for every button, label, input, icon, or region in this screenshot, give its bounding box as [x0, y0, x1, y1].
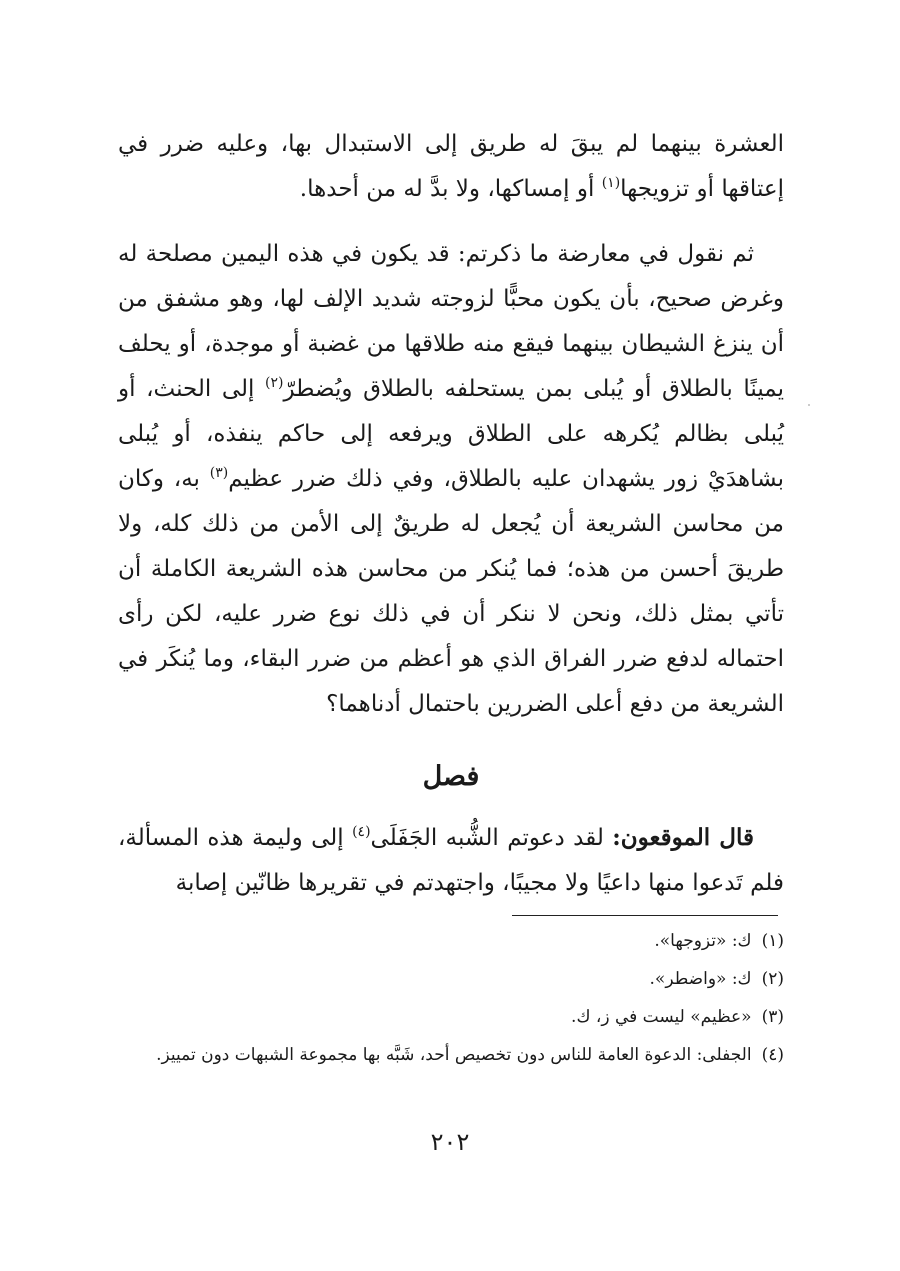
paragraph-2-text-c: به، وكان من محاسن الشريعة أن يُجعل له طريقٌ إلى الأمن من ذلك كله، ولا طريقَ أحسن من هذه؛ فما يُنكر من محاسن هذه الشريعة الكاملة أن تأتي بمثل ذلك، ونحن لا ننكر أن في ذلك نوع ضرر عليه، لكن رأى احتماله لدفع ضرر الفراق الذي هو أعظم من ضرر البقاء، وما يُنكَر في الشريعة من دفع أعلى الضررين باحتمال أدناهما؟: [118, 466, 784, 717]
paragraph-3-lead: قال الموقعون:: [612, 824, 755, 851]
section-heading: فصل: [422, 761, 480, 792]
footnotes: [118, 926, 784, 1078]
paragraph-2-text-a: ثم نقول في معارضة ما ذكرتم: قد يكون في هذه اليمين مصلحة له وغرض صحيح، بأن يكون محبًّا لزوجته شديد الإلف لها، وهو مشفق من أن ينزغ الشيطان بينهما فيقع منه طلاقها من غضبة أو موجدة، أو يحلف يمينًا بالطلاق أو يُبلى بمن يستحلفه بالطلاق ويُضطرّ: [118, 241, 784, 402]
footnote-number: (٣): [761, 1007, 784, 1027]
paragraph-3-text-a: لقد دعوتم الشُّبه الجَفَلَى: [370, 825, 613, 851]
footnote-text: الجفلى: الدعوة العامة للناس دون تخصيص أحد، شَبَّه بها مجموعة الشبهات دون تمييز.: [156, 1045, 752, 1065]
scan-mark: [808, 404, 810, 406]
footnote-text: ك: «واضطر».: [649, 969, 752, 989]
footnote-item: [118, 964, 784, 994]
footnote-separator: [512, 915, 778, 916]
footnote-ref-1: (١): [601, 175, 621, 191]
footnote-number: (١): [761, 931, 784, 951]
paragraph-1-text-b: أو إمساكها، ولا بدَّ له من أحدها.: [299, 176, 602, 202]
footnote-number: (٤): [761, 1045, 784, 1065]
footnote-item: [118, 926, 784, 956]
main-text: [118, 122, 784, 906]
paragraph-counter-argument: [118, 232, 784, 727]
footnote-item: [118, 1002, 784, 1032]
page-number: ٢٠٢: [430, 1128, 470, 1156]
paragraph-continuation: [118, 122, 784, 212]
footnote-text: ك: «تزوجها».: [654, 931, 752, 951]
footnote-text: «عظيم» ليست في ز، ك.: [571, 1007, 752, 1027]
footnote-ref-2: (٢): [265, 375, 284, 391]
paragraph-1-text-a: العشرة بينهما لم يبقَ له طريق إلى الاستبدال بها، وعليه ضرر في إعتاقها أو تزويجها: [118, 131, 784, 202]
footnote-ref-3: (٣): [209, 465, 229, 481]
paragraph-section-start: [118, 815, 784, 906]
footnote-number: (٢): [761, 969, 784, 989]
footnote-ref-4: (٤): [352, 824, 371, 840]
paragraph-3-text-b: إلى وليمة هذه المسألة، فلم تَدعوا منها داعيًا ولا مجيبًا، واجتهدتم في تقريرها ظانّين إصابة: [118, 825, 784, 896]
paragraph-2-text-b: إلى الحنث، أو يُبلى بظالم يُكرهه على الطلاق ويرفعه إلى حاكم ينفذه، أو يُبلى بشاهدَيْ زور يشهدان عليه بالطلاق، وفي ذلك ضرر عظيم: [118, 376, 785, 492]
footnote-item: [118, 1040, 784, 1070]
